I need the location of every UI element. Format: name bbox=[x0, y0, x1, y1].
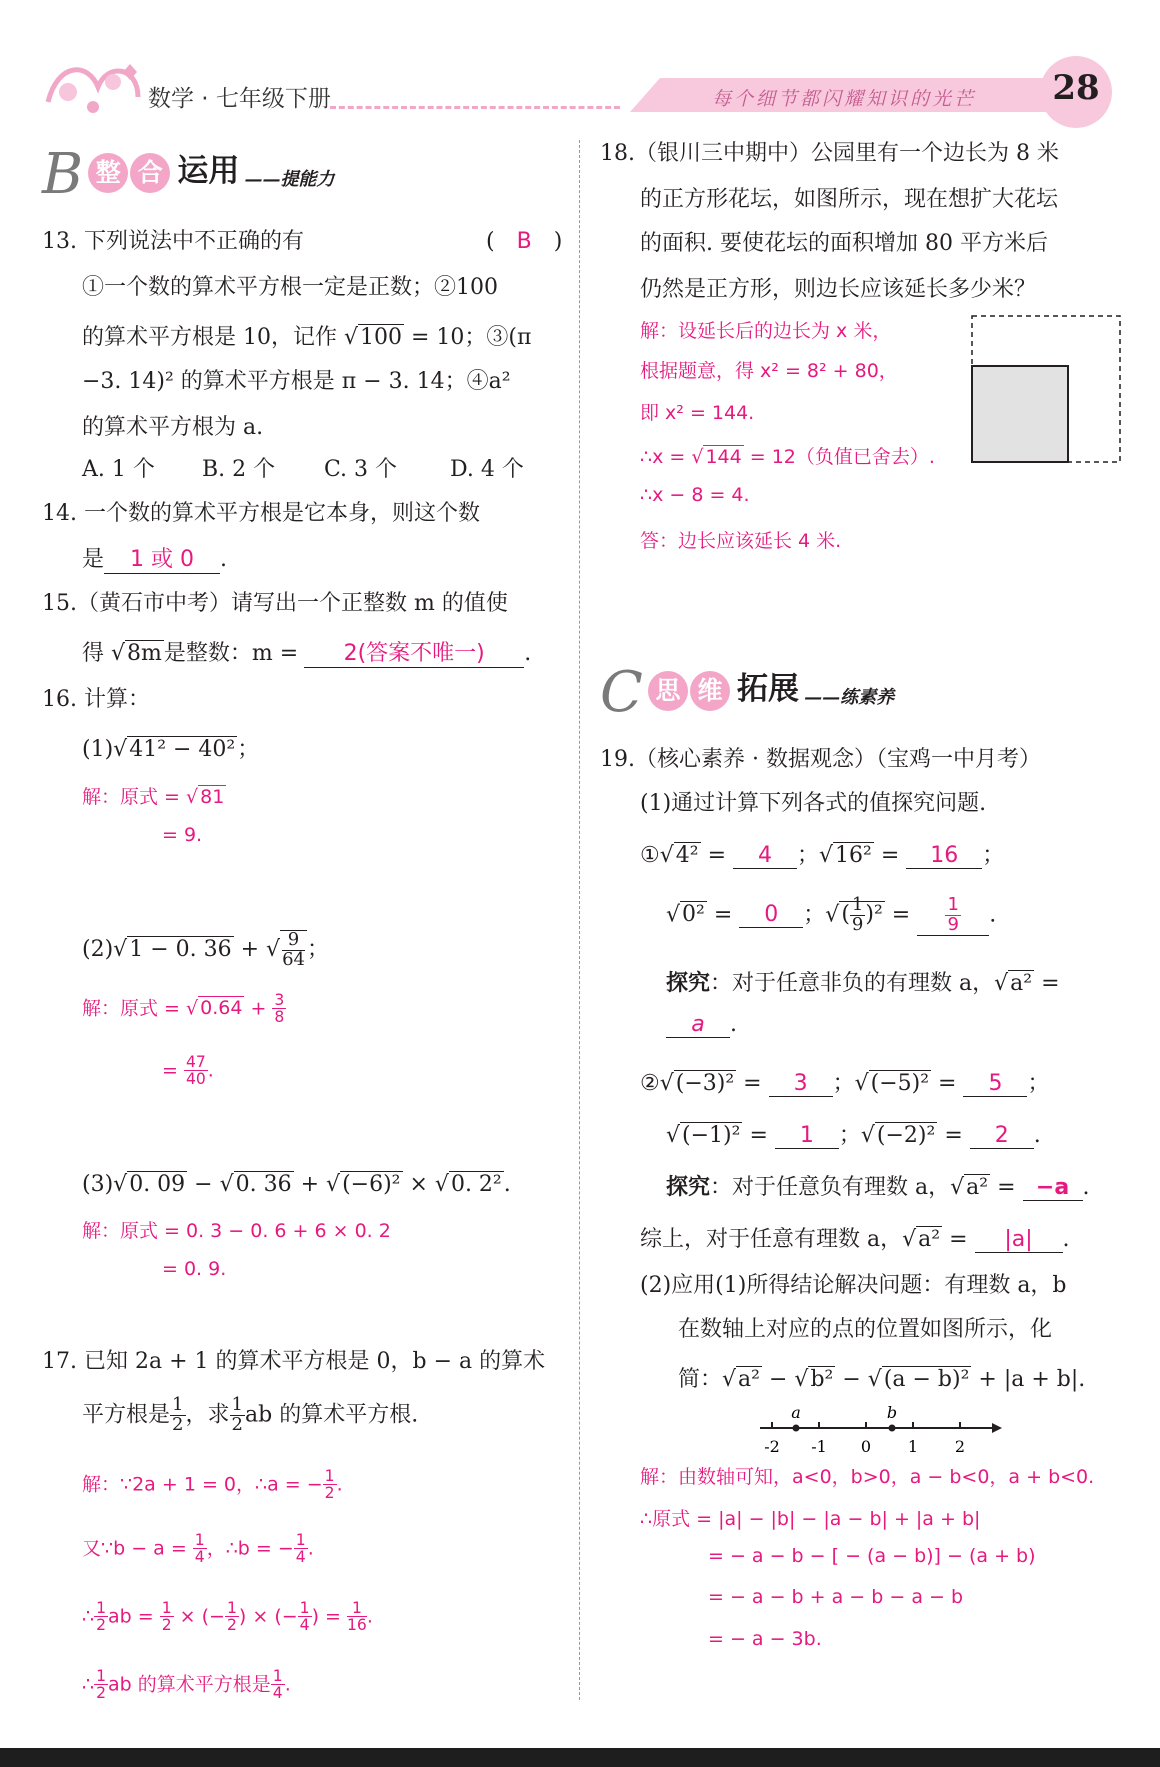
q19-r2-rad1: 0² bbox=[682, 902, 705, 928]
q18-line3: 的面积. 要使花坛的面积增加 80 平方米后 bbox=[640, 231, 1048, 256]
q19-a4-frac bbox=[945, 896, 960, 935]
q19-part2-l3: 简：√a² − √b² − √(a − b)² + |a + b|. bbox=[678, 1367, 1086, 1392]
q17-s3-frac4-d: 4 bbox=[299, 1616, 310, 1635]
q17-line2 bbox=[82, 1396, 418, 1435]
section-c-title: 拓展 bbox=[737, 671, 800, 707]
q16-s2b-frac bbox=[184, 1054, 208, 1088]
section-c-char2: 维 bbox=[690, 671, 730, 711]
q19-answer-7: 1 bbox=[775, 1123, 839, 1149]
q17-s4-frac2-n: 1 bbox=[272, 1667, 283, 1685]
label-b: b bbox=[886, 1404, 898, 1422]
column-divider bbox=[579, 140, 580, 1700]
q17-s2-frac1-n: 1 bbox=[194, 1531, 205, 1549]
q18-sol1: 解：设延长后的边长为 x 米， bbox=[640, 320, 892, 342]
q17-s3-frac1 bbox=[94, 1600, 108, 1634]
page-number: 28 bbox=[1052, 68, 1100, 108]
q18-s4-a: ∴x = bbox=[640, 446, 692, 468]
q16-p3-r1: 0. 09 bbox=[129, 1172, 186, 1197]
q16-p2-frac-n: 9 bbox=[282, 931, 305, 951]
label-a: a bbox=[791, 1404, 801, 1422]
q17-s3-frac1-n: 1 bbox=[96, 1599, 107, 1617]
number-line-figure bbox=[756, 1404, 1006, 1462]
q15-line2-a: 得 bbox=[82, 641, 111, 666]
q16-s2-frac bbox=[272, 992, 286, 1026]
q17-s3-c: × (− bbox=[173, 1605, 225, 1628]
q17-l2-frac2 bbox=[230, 1396, 245, 1435]
q19-part2-l1: (2)应用(1)所得结论解决问题：有理数 a，b bbox=[640, 1273, 1067, 1298]
q19-p2-r3: (a − b)² bbox=[883, 1367, 970, 1392]
q17-s4-b: ab 的算术平方根是 bbox=[108, 1673, 271, 1696]
floral-ornament bbox=[38, 52, 148, 122]
q16-s2-text: 解：原式 = bbox=[82, 997, 186, 1020]
point-b bbox=[889, 1425, 896, 1432]
q14-answer: 1 或 0 bbox=[104, 542, 220, 574]
q19-part1-stem: (1)通过计算下列各式的值探究问题. bbox=[640, 791, 987, 816]
q17-l2-frac1-n: 1 bbox=[172, 1394, 184, 1415]
q19-a4-d: 9 bbox=[947, 913, 959, 935]
q19-explore1-answer: a bbox=[666, 1012, 730, 1038]
tick-label-1: 1 bbox=[907, 1437, 919, 1456]
q16-p1-rad: 41² − 40² bbox=[129, 737, 236, 762]
q19-answer-6: 5 bbox=[963, 1071, 1027, 1097]
tick-label-neg2: -2 bbox=[764, 1437, 780, 1456]
q17-s4-frac1-n: 1 bbox=[96, 1667, 107, 1685]
q17-s3-frac3-d: 2 bbox=[226, 1616, 237, 1635]
q19-answer-5: 3 bbox=[769, 1071, 833, 1097]
q18-line4: 仍然是正方形，则边长应该延长多少米？ bbox=[640, 277, 1037, 302]
q17-s1-frac bbox=[323, 1468, 337, 1502]
q17-s2-a: 又∵b − a = bbox=[82, 1537, 193, 1560]
q19-answer-4 bbox=[917, 896, 989, 936]
q16-p3-r3: (−6)² bbox=[342, 1172, 401, 1197]
q19-r2-frac-n: 1 bbox=[851, 894, 864, 915]
q19-explore2-text: ：对于任意负有理数 a， bbox=[710, 1175, 951, 1200]
q16-p2-frac bbox=[280, 930, 307, 970]
q16-p2-label: (2) bbox=[82, 936, 114, 962]
header-dashed-line bbox=[330, 106, 620, 109]
q13-line5: 的算术平方根为 a. bbox=[82, 415, 264, 440]
q19-part2-l2: 在数轴上对应的点的位置如图所示，化 bbox=[678, 1317, 1053, 1342]
q16-s1-rad: 81 bbox=[200, 786, 225, 808]
q13-option-b: B. 2 个 bbox=[202, 457, 276, 482]
q17-s3-d: ) × (− bbox=[238, 1605, 298, 1628]
q17-s2-frac1-d: 4 bbox=[194, 1548, 205, 1567]
q13-option-a: A. 1 个 bbox=[82, 457, 155, 482]
q18-s4-b: = 12（负值已舍去）. bbox=[743, 446, 935, 468]
q19-summary-answer: |a| bbox=[975, 1227, 1063, 1253]
q16-p2-frac-d: 64 bbox=[282, 948, 306, 970]
q19-r4-rad1: (−1)² bbox=[682, 1123, 741, 1148]
point-a bbox=[793, 1425, 800, 1432]
q18-s4-rad: 144 bbox=[705, 446, 742, 468]
tick-label-0: 0 bbox=[860, 1437, 872, 1456]
q17-s4-a: ∴ bbox=[82, 1673, 95, 1696]
q16-sol3-b: = 0. 9. bbox=[162, 1258, 227, 1280]
q17-s2-frac1 bbox=[193, 1532, 207, 1566]
q17-sol1: 解：∵2a + 1 = 0，∴a = − $\frac{1}{2}$ . bbox=[82, 1467, 343, 1503]
q17-s3-b: ab = bbox=[108, 1605, 160, 1628]
q17-l2-frac1 bbox=[170, 1396, 185, 1435]
q18-sol2: 根据题意，得 x² = 8² + 80， bbox=[640, 360, 898, 382]
q13-stem: 13. 下列说法中不正确的有 bbox=[42, 229, 304, 254]
q15-line2-b: 是整数：m = bbox=[163, 641, 299, 666]
q17-sol3: ∴ $\frac{1}{2}$ ab = $\frac{1}{2}$ × (− $\frac{1}{2}$ ) × (− $\frac{1}{4}$ ) = $\frac{1}{16}$ . bbox=[82, 1599, 373, 1635]
q19-r2-frac-d: 9 bbox=[851, 913, 864, 935]
q16-sol2-a: 解：原式 = √ 0.64 + $\frac{3}{8}$ bbox=[82, 991, 285, 1027]
q19-explore1: 探究：对于任意非负的有理数 a，√a² = bbox=[666, 971, 1060, 996]
q16-sol1-b: = 9. bbox=[162, 824, 203, 846]
q17-l2-c: ab 的算术平方根. bbox=[245, 1402, 419, 1428]
q19-r3-label: ② bbox=[640, 1071, 660, 1096]
q19-answer-8: 2 bbox=[970, 1123, 1034, 1149]
q18-sol6: 答：边长应该延长 4 米. bbox=[640, 530, 842, 552]
q19-row3: ②√(−3)² = 3 ；√(−5)² = 5 ； bbox=[640, 1071, 1050, 1096]
section-c-letter: C bbox=[600, 660, 643, 725]
q13-answer: B bbox=[516, 229, 532, 254]
q13-line2: ①一个数的算术平方根一定是正数；②100 bbox=[82, 275, 498, 300]
q19-sol2: ∴原式 = |a| − |b| − |a − b| + |a + b| bbox=[640, 1508, 981, 1530]
section-c-heading bbox=[600, 660, 894, 725]
q19-explore1-label: 探究 bbox=[666, 971, 711, 996]
q19-sol1: 解：由数轴可知，a<0，b>0，a − b<0，a + b<0. bbox=[640, 1466, 1095, 1488]
q19-explore2-rad: a² bbox=[966, 1175, 989, 1200]
q19-explore2-label: 探究 bbox=[666, 1175, 711, 1200]
section-c-subtitle: ——练素养 bbox=[804, 687, 895, 708]
q15-rad: 8m bbox=[127, 641, 162, 666]
q19-r2-frac bbox=[850, 896, 865, 935]
section-b-heading bbox=[42, 142, 334, 207]
q14-line2-text: 是 bbox=[82, 547, 105, 572]
q14-line2: 是 1 或 0 . bbox=[82, 542, 227, 574]
q19-r1-rad2: 16² bbox=[835, 843, 872, 868]
q19-explore1-answer-line: a . bbox=[666, 1012, 737, 1038]
section-b-char1: 整 bbox=[88, 153, 128, 193]
q19-summary-rad: a² bbox=[918, 1227, 941, 1252]
q17-l2-frac2-n: 1 bbox=[231, 1394, 243, 1415]
q19-explore1-text: ：对于任意非负的有理数 a， bbox=[710, 971, 995, 996]
q19-r4-rad2: (−2)² bbox=[876, 1123, 936, 1148]
q19-sol4: = − a − b + a − b − a − b bbox=[708, 1586, 964, 1608]
q16-p3-r2: 0. 36 bbox=[235, 1172, 292, 1197]
q17-l2-frac2-d: 2 bbox=[231, 1413, 243, 1435]
bottom-bar bbox=[0, 1748, 1160, 1767]
q17-s4-frac1 bbox=[94, 1668, 108, 1702]
q17-s3-frac4-n: 1 bbox=[299, 1599, 310, 1617]
flowerbed-square-figure bbox=[970, 314, 1122, 464]
q17-sol2: 又∵b − a = $\frac{1}{4}$ ，∴b = − $\frac{1}{4}$ . bbox=[82, 1531, 314, 1567]
q17-l2-a: 平方根是 bbox=[82, 1402, 171, 1428]
q17-s3-frac5-n: 1 bbox=[347, 1600, 367, 1617]
q17-s1-frac-n: 1 bbox=[324, 1467, 335, 1485]
q18-line1: 18.（银川三中期中）公园里有一个边长为 8 米 bbox=[600, 141, 1059, 166]
tick-label-2: 2 bbox=[954, 1437, 966, 1456]
q16-part1: (1)√41² − 40²； bbox=[82, 737, 260, 762]
q17-s3-frac1-d: 2 bbox=[96, 1616, 107, 1635]
q19-explore1-rad: a² bbox=[1010, 971, 1033, 996]
q16-sol2-b: = $\frac{47}{40}$ . bbox=[162, 1053, 214, 1089]
q19-summary-text: 综上，对于任意有理数 a， bbox=[640, 1227, 903, 1252]
q17-s3-frac3 bbox=[225, 1600, 239, 1634]
q13-option-c: C. 3 个 bbox=[324, 457, 398, 482]
q19-a4-n: 1 bbox=[947, 894, 959, 915]
q16-part2: (2)√1 − 0. 36 + √ $\frac{9}{64}$ ； bbox=[82, 929, 330, 970]
q19-r1-label: ① bbox=[640, 843, 660, 868]
q17-s4-frac2 bbox=[271, 1668, 285, 1702]
q15-answer: 2(答案不唯一) bbox=[304, 636, 524, 668]
q17-s2-b: ，∴b = − bbox=[206, 1537, 294, 1560]
q17-s3-frac2 bbox=[160, 1600, 174, 1634]
section-c-char1: 思 bbox=[648, 671, 688, 711]
q19-explore2: 探究：对于任意负有理数 a，√a² = −a . bbox=[666, 1175, 1090, 1200]
q16-s2-frac-n: 3 bbox=[274, 991, 285, 1009]
q14-stem: 14. 一个数的算术平方根是它本身，则这个数 bbox=[42, 501, 480, 526]
q17-s2-frac2-n: 1 bbox=[295, 1531, 306, 1549]
q17-s4-frac2-d: 4 bbox=[272, 1684, 283, 1703]
q19-answer-1: 4 bbox=[733, 843, 797, 869]
q16-s2-rad: 0.64 bbox=[200, 997, 243, 1020]
q17-s3-e: ) = bbox=[311, 1605, 347, 1628]
q19-sol3: = − a − b − [ − (a − b)] − (a + b) bbox=[708, 1545, 1036, 1567]
q16-sol3-a: 解：原式 = 0. 3 − 0. 6 + 6 × 0. 2 bbox=[82, 1220, 391, 1242]
q18-sol5: ∴x − 8 = 4. bbox=[640, 484, 750, 506]
q19-sol5: = − a − 3b. bbox=[708, 1628, 822, 1650]
q17-s3-frac2-n: 1 bbox=[161, 1599, 172, 1617]
q17-s3-frac5 bbox=[347, 1600, 367, 1634]
q19-r3-rad2: (−5)² bbox=[870, 1071, 930, 1096]
q19-answer-3: 0 bbox=[739, 902, 803, 928]
q15-stem: 15.（黄石市中考）请写出一个正整数 m 的值使 bbox=[42, 591, 508, 616]
q17-sol4: ∴ $\frac{1}{2}$ ab 的算术平方根是 $\frac{1}{4}$ . bbox=[82, 1667, 291, 1703]
q19-p2-l3-a: 简： bbox=[678, 1367, 723, 1392]
q13-line3-rad: 100 bbox=[360, 325, 403, 350]
q17-s4-frac1-d: 2 bbox=[96, 1684, 107, 1703]
q19-r2-rad2: ( $\frac{1}{9}$ )² bbox=[841, 894, 883, 935]
q13-line3-b: = 10；③(π bbox=[404, 325, 532, 350]
q17-stem: 17. 已知 2a + 1 的算术平方根是 0，b − a 的算术 bbox=[42, 1349, 546, 1374]
section-b-letter: B bbox=[42, 142, 84, 207]
q19-row1: ①√4² = 4 ；√16² = 16 ； bbox=[640, 843, 1005, 868]
q19-row4: √(−1)² = 1 ；√(−2)² = 2 . bbox=[666, 1123, 1041, 1148]
q17-s3-frac5-d: 16 bbox=[347, 1616, 367, 1635]
q13-line3-a: 的算术平方根是 10，记作 bbox=[82, 325, 344, 350]
q19-answer-2: 16 bbox=[906, 843, 982, 869]
number-line-arrow bbox=[992, 1423, 1002, 1433]
q18-line2: 的正方形花坛，如图所示，现在想扩大花坛 bbox=[640, 187, 1059, 212]
q13-option-d: D. 4 个 bbox=[450, 457, 524, 482]
q13-line4: −3. 14)² 的算术平方根是 π − 3. 14；④a² bbox=[82, 369, 511, 394]
section-b-title: 运用 bbox=[177, 153, 240, 189]
q19-p2-l3-b: + |a + b|. bbox=[971, 1367, 1086, 1392]
q19-r3-rad1: (−3)² bbox=[675, 1071, 735, 1096]
q19-r1-rad1: 4² bbox=[675, 843, 699, 868]
q16-part3: (3)√0. 09 − √0. 36 + √(−6)² × √0. 2². bbox=[82, 1172, 511, 1197]
q16-s2b-frac-d: 40 bbox=[185, 1070, 206, 1089]
q19-summary: 综上，对于任意有理数 a，√a² = |a| . bbox=[640, 1227, 1070, 1252]
q18-sol3: 即 x² = 144. bbox=[640, 402, 755, 424]
section-b-char2: 合 bbox=[130, 153, 170, 193]
q19-explore2-answer: −a bbox=[1023, 1175, 1083, 1201]
q13-line3: 的算术平方根是 10，记作 √100 = 10；③(π bbox=[82, 325, 532, 350]
q18-sol4: ∴x = √ 144 = 12（负值已舍去）. bbox=[640, 446, 935, 468]
q17-l2-frac1-d: 2 bbox=[172, 1413, 184, 1435]
book-title: 数学 · 七年级下册 bbox=[148, 86, 331, 112]
q19-p2-r1: a² bbox=[738, 1367, 760, 1392]
section-b-subtitle: ——提能力 bbox=[244, 169, 335, 190]
q17-l2-b: ，求 bbox=[185, 1402, 230, 1428]
q17-s3-frac2-d: 2 bbox=[161, 1616, 172, 1635]
q19-stem: 19.（核心素养 · 数据观念）（宝鸡一中月考） bbox=[600, 747, 1041, 772]
q16-p2-rad: 1 − 0. 36 bbox=[129, 936, 232, 962]
q19-row2: √0² = 0 ；√( $\frac{1}{9}$ )² = $\frac{1}{9}$ . bbox=[666, 894, 997, 935]
q16-p3-r4: 0. 2² bbox=[450, 1172, 502, 1197]
q17-s2-frac2-d: 4 bbox=[295, 1548, 306, 1567]
q16-p1-label: (1) bbox=[82, 737, 114, 762]
q17-s1-text: 解：∵2a + 1 = 0，∴a = − bbox=[82, 1473, 323, 1496]
q17-s2-frac2 bbox=[294, 1532, 308, 1566]
q17-s3-frac3-n: 1 bbox=[226, 1599, 237, 1617]
q15-line2: 得 √8m是整数：m = 2(答案不唯一) . bbox=[82, 636, 531, 668]
q16-s2b-frac-n: 47 bbox=[185, 1053, 206, 1071]
q16-title: 16. 计算： bbox=[42, 687, 150, 712]
q16-s1-text: 解：原式 = bbox=[82, 786, 186, 808]
q19-p2-r2: b² bbox=[810, 1367, 834, 1392]
tick-label-neg1: -1 bbox=[811, 1437, 827, 1456]
q16-p3-label: (3) bbox=[82, 1172, 114, 1197]
q13-answer-paren: ( B ) bbox=[486, 229, 563, 254]
header-slogan: 每个细节都闪耀知识的光芒 bbox=[712, 88, 977, 110]
q16-sol1-a: 解：原式 = √ 81 bbox=[82, 786, 225, 808]
q17-s3-frac4 bbox=[298, 1600, 312, 1634]
q17-s1-frac-d: 2 bbox=[324, 1484, 335, 1503]
q16-s2-frac-d: 8 bbox=[274, 1008, 285, 1027]
q17-s3-a: ∴ bbox=[82, 1605, 95, 1628]
